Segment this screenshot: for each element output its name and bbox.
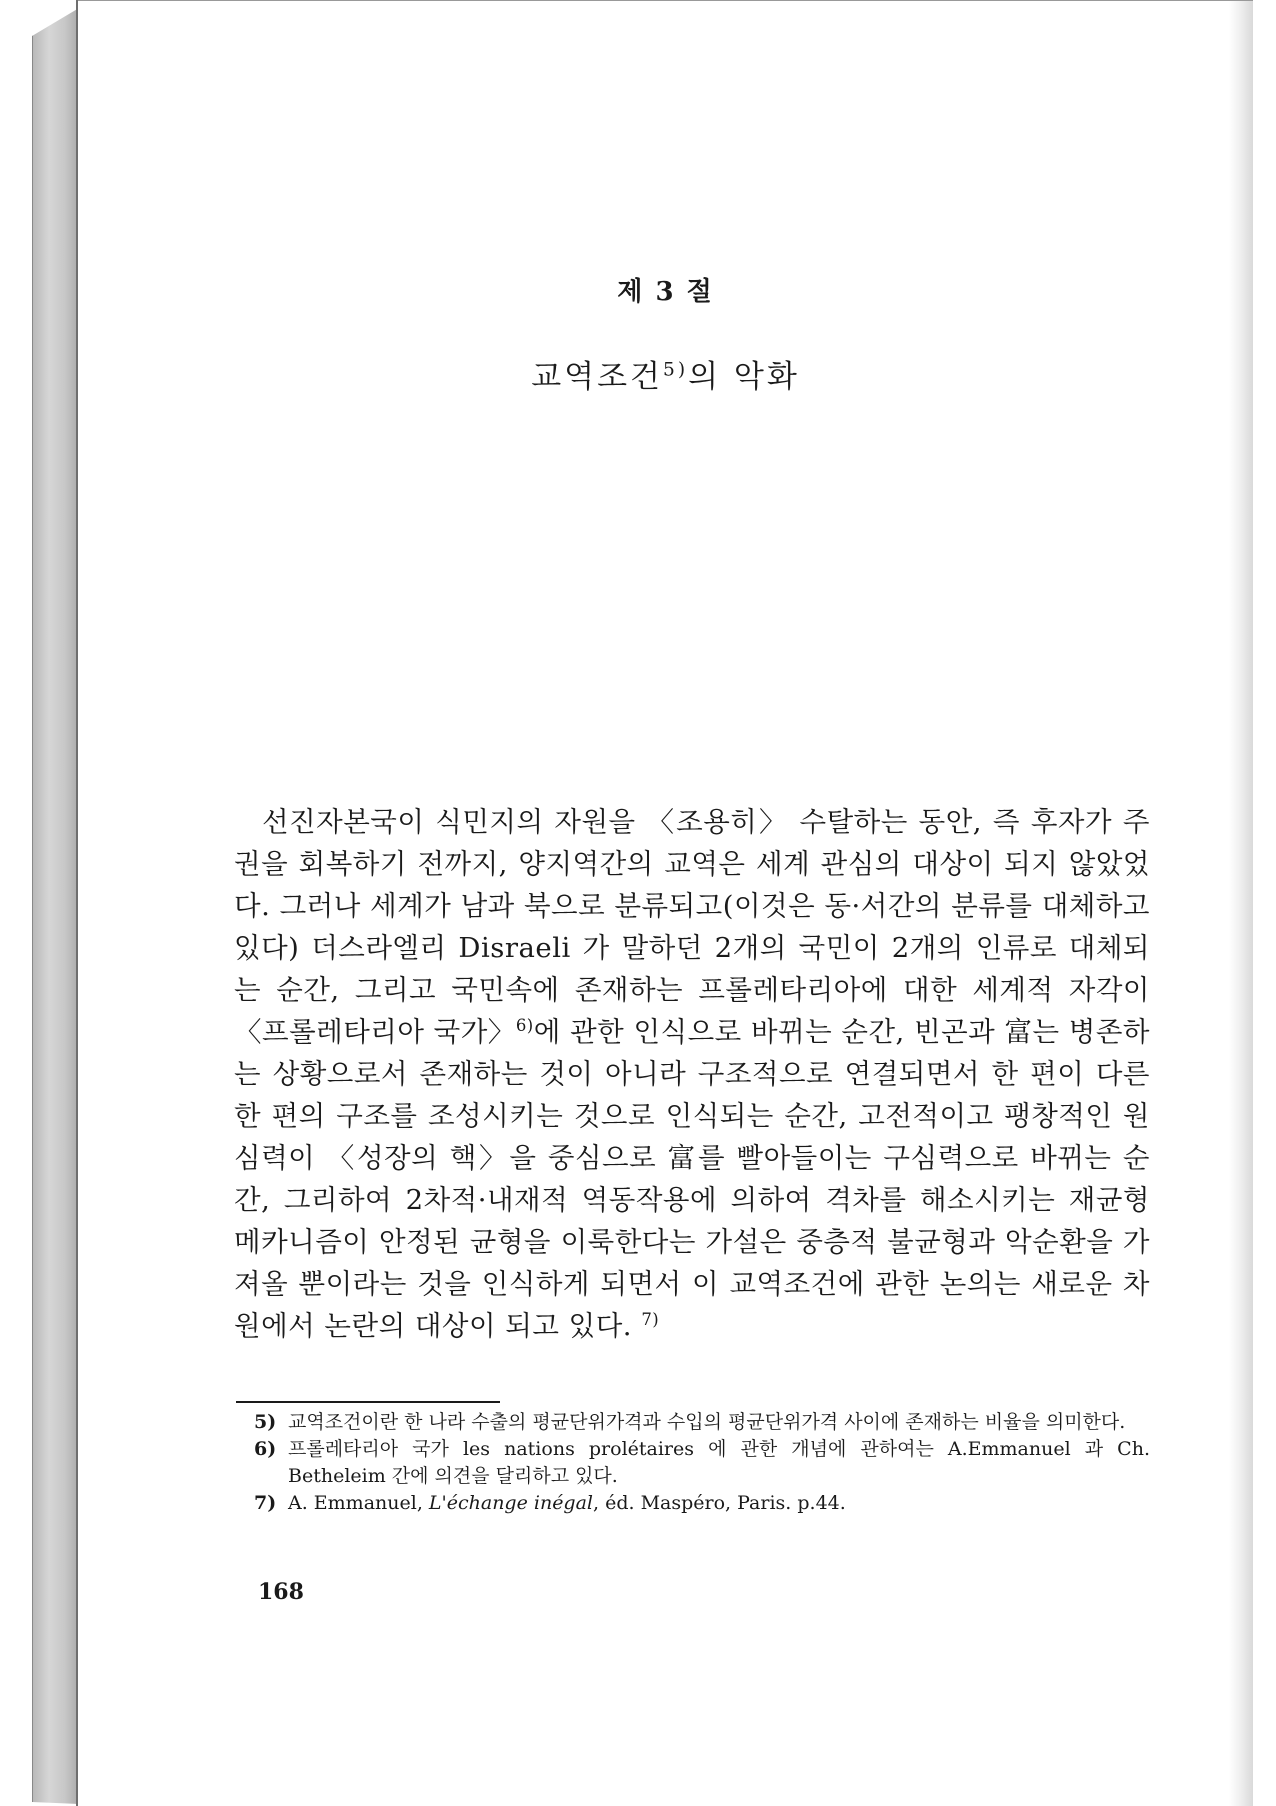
- footnote-ref-6: 6): [515, 1015, 534, 1035]
- footnote-6: [254, 1436, 1150, 1490]
- section-label: 제 3 절: [617, 277, 714, 307]
- body-text-part-1: 선진자본국이 식민지의 자원을 〈조용히〉 수탈하는 동안, 즉 후자가 주권을 회복하기 전까지, 양지역간의 교역은 세계 관심의 대상이 되지 않았었다. 그러나 세계가 남과 북으로 분류되고(이것은 동·서간의 분류를 대체하고 있다) 더스라엘리 Disraeli 가 말하던 2개의 국민이 2개의 인류로 대체되는 순간, 그리고 국민속에 존재하는 프롤레타리아에 대한 세계적 자각이 〈프롤레타리아 국가〉: [234, 806, 1150, 1048]
- body-text-part-2: 에 관한 인식으로 바뀌는 순간, 빈곤과 富는 병존하는 상황으로서 존재하는 것이 아니라 구조적으로 연결되면서 한 편이 다른 한 편의 구조를 조성시키는 것으로 인식되는 순간, 고전적이고 팽창적인 원심력이 〈성장의 핵〉을 중심으로 富를 빨아들이는 구심력으로 바뀌는 순간, 그리하여 2차적·내재적 역동작용에 의하여 격차를 해소시키는 재균형 메카니즘이 안정된 균형을 이룩한다는 가설은 중층적 불균형과 악순환을 가져올 뿐이라는 것을 인식하게 되면서 이 교역조건에 관한 논의는 새로운 차원에서 논란의 대상이 되고 있다.: [234, 1016, 1150, 1342]
- page-number: 168: [258, 1579, 304, 1605]
- footnote-7: [254, 1490, 1150, 1517]
- body-paragraph: [234, 801, 1150, 1347]
- chapter-title-footnote-ref: 5): [663, 359, 689, 381]
- book-spine: [32, 8, 79, 1804]
- footnotes: [254, 1409, 1150, 1517]
- footnote-number: 7): [254, 1492, 277, 1514]
- footnote-7-publisher: , éd. Maspéro, Paris. p.44.: [593, 1492, 846, 1514]
- footnote-text: 프롤레타리아 국가 les nations prolétaires 에 관한 개념에 관하여는 A.Emmanuel 과 Ch. Betheleim 간에 의견을 달리하고 있다.: [288, 1438, 1150, 1487]
- footnote-text: 교역조건이란 한 나라 수출의 평균단위가격과 수입의 평균단위가격 사이에 존재하는 비율을 의미한다.: [288, 1411, 1126, 1433]
- footnote-5: [254, 1409, 1150, 1436]
- footnote-7-author: A. Emmanuel,: [288, 1492, 429, 1514]
- footnote-7-book-title: L'échange inégal: [428, 1492, 594, 1514]
- chapter-title-main: 교역조건: [531, 359, 663, 395]
- footnote-rule: [236, 1401, 500, 1403]
- chapter-title: [78, 351, 1253, 396]
- book-page: [78, 0, 1253, 1806]
- footnote-number: 5): [254, 1411, 277, 1433]
- footnote-text: [288, 1490, 1150, 1517]
- chapter-title-tail: 의 악화: [688, 359, 800, 395]
- footnote-number: 6): [254, 1438, 277, 1460]
- footnote-ref-7: 7): [641, 1309, 660, 1329]
